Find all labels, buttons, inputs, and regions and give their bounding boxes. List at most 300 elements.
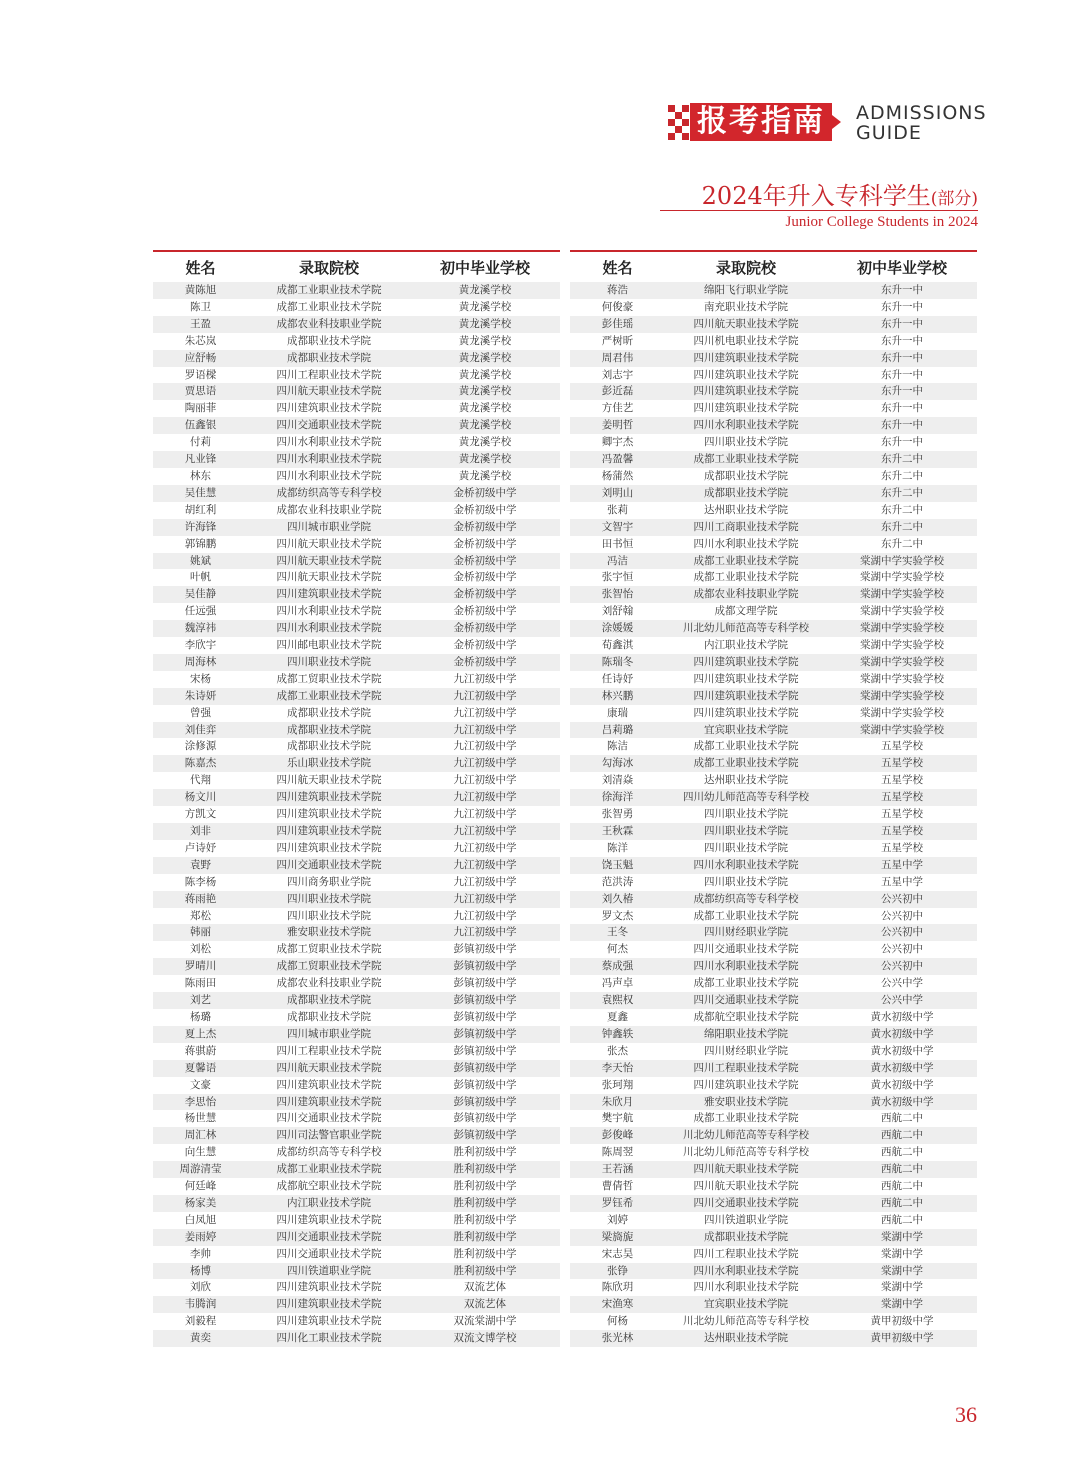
table-row bbox=[153, 722, 560, 739]
table-row bbox=[570, 1178, 977, 1195]
student-name-cell: 胡红利 bbox=[184, 503, 217, 516]
table-row bbox=[570, 1077, 977, 1094]
middle-school-cell: 东升一中 bbox=[881, 368, 923, 381]
header-name: 姓名 bbox=[602, 258, 633, 277]
table-row bbox=[570, 1060, 977, 1077]
table-row bbox=[153, 772, 560, 789]
student-name-cell: 代翔 bbox=[190, 774, 211, 787]
student-name-cell: 吴佳慧 bbox=[153, 485, 248, 502]
table-row bbox=[570, 857, 977, 874]
middle-school-cell: 东升一中 bbox=[827, 282, 977, 299]
table-row bbox=[570, 688, 977, 705]
middle-school-cell: 棠湖中学 bbox=[881, 1247, 923, 1260]
student-name-cell: 刘志宇 bbox=[601, 368, 634, 381]
logo-text-en bbox=[856, 103, 986, 143]
table-row bbox=[570, 891, 977, 908]
table-row bbox=[153, 941, 560, 958]
middle-school-cell: 彭镇初级中学 bbox=[410, 1026, 560, 1043]
student-name-cell: 勾海冰 bbox=[570, 755, 665, 772]
student-name-cell: 姜雨婷 bbox=[153, 1229, 248, 1246]
table-row bbox=[153, 806, 560, 823]
student-name-cell: 陶丽菲 bbox=[184, 402, 217, 415]
college-cell: 内江职业技术学院 bbox=[248, 1195, 410, 1212]
table-row bbox=[153, 1161, 560, 1178]
middle-school-cell: 棠湖中学实验学校 bbox=[827, 654, 977, 671]
table-row bbox=[570, 603, 977, 620]
college-cell: 成都农业科技职业学院 bbox=[276, 503, 382, 516]
middle-school-cell: 九江初级中学 bbox=[410, 823, 560, 840]
college-cell: 四川建筑职业技术学院 bbox=[665, 688, 827, 705]
table-row bbox=[570, 992, 977, 1009]
student-name-cell: 何俊豪 bbox=[601, 300, 634, 313]
table-row bbox=[570, 468, 977, 485]
middle-school-cell: 双流艺体 bbox=[464, 1281, 506, 1294]
middle-school-cell: 黄水初级中学 bbox=[827, 1026, 977, 1043]
college-cell: 四川职业技术学院 bbox=[704, 875, 788, 888]
student-name-cell: 张珂翔 bbox=[601, 1078, 634, 1091]
middle-school-cell: 金桥初级中学 bbox=[410, 519, 560, 536]
middle-school-cell: 西航二中 bbox=[827, 1161, 977, 1178]
middle-school-cell: 黄龙溪学校 bbox=[458, 334, 512, 347]
college-cell: 四川水利职业技术学院 bbox=[665, 1263, 827, 1280]
student-name-cell: 方凯文 bbox=[184, 808, 217, 821]
student-name-cell: 王冬 bbox=[570, 924, 665, 941]
student-name-cell: 刘久椿 bbox=[570, 891, 665, 908]
student-name-cell: 付莉 bbox=[190, 436, 211, 449]
college-cell: 成都职业技术学院 bbox=[665, 1229, 827, 1246]
student-name-cell: 刘欣 bbox=[190, 1281, 211, 1294]
student-name-cell: 陈欣玥 bbox=[601, 1281, 634, 1294]
middle-school-cell: 棠湖中学实验学校 bbox=[860, 605, 944, 618]
middle-school-cell: 棠湖中学实验学校 bbox=[827, 620, 977, 637]
table-row bbox=[153, 1026, 560, 1043]
middle-school-cell: 九江初级中学 bbox=[410, 924, 560, 941]
middle-school-cell: 五星学校 bbox=[881, 774, 923, 787]
student-name-cell: 夏上杰 bbox=[153, 1026, 248, 1043]
college-cell: 绵阳职业技术学院 bbox=[665, 1026, 827, 1043]
college-cell: 四川司法警官职业学院 bbox=[248, 1127, 410, 1144]
student-name-cell: 文豪 bbox=[190, 1078, 211, 1091]
middle-school-cell: 黄龙溪学校 bbox=[458, 402, 512, 415]
table-row bbox=[570, 282, 977, 299]
student-name-cell: 钟鑫轶 bbox=[570, 1026, 665, 1043]
college-cell: 四川水利职业技术学院 bbox=[665, 417, 827, 434]
middle-school-cell: 胜利初级中学 bbox=[453, 1247, 517, 1260]
table-row bbox=[153, 620, 560, 637]
college-cell: 四川财经职业学院 bbox=[704, 1044, 788, 1057]
college-cell: 四川建筑职业技术学院 bbox=[693, 402, 799, 415]
table-row bbox=[153, 789, 560, 806]
college-cell: 四川职业技术学院 bbox=[704, 436, 788, 449]
student-name-cell: 文智宇 bbox=[570, 519, 665, 536]
middle-school-cell: 九江初级中学 bbox=[410, 688, 560, 705]
header-middle-school: 初中毕业学校 bbox=[439, 258, 530, 277]
table-row bbox=[570, 789, 977, 806]
college-cell: 四川职业技术学院 bbox=[248, 654, 410, 671]
student-name-cell: 刘艺 bbox=[153, 992, 248, 1009]
middle-school-cell: 彭镇初级中学 bbox=[410, 1127, 560, 1144]
college-cell: 四川财经职业学院 bbox=[665, 924, 827, 941]
middle-school-cell: 棠湖中学 bbox=[881, 1281, 923, 1294]
college-cell: 成都工业职业技术学院 bbox=[276, 300, 382, 313]
middle-school-cell: 公兴初中 bbox=[881, 943, 923, 956]
table-row bbox=[153, 688, 560, 705]
college-cell: 宜宾职业技术学院 bbox=[665, 722, 827, 739]
middle-school-cell: 金桥初级中学 bbox=[453, 503, 517, 516]
student-name-cell: 王若涵 bbox=[570, 1161, 665, 1178]
table-row bbox=[153, 1195, 560, 1212]
college-cell: 雅安职业技术学院 bbox=[248, 924, 410, 941]
logo-text-cn: 报考指南 bbox=[690, 103, 832, 141]
table-row bbox=[153, 1246, 560, 1263]
student-name-cell: 李欣宇 bbox=[184, 639, 217, 652]
right-student-table bbox=[570, 250, 977, 1347]
header-college: 录取院校 bbox=[715, 258, 776, 277]
student-name-cell: 朱欣月 bbox=[570, 1094, 665, 1111]
table-row bbox=[153, 553, 560, 570]
student-name-cell: 夏馨语 bbox=[153, 1060, 248, 1077]
table-row bbox=[153, 1229, 560, 1246]
middle-school-cell: 九江初级中学 bbox=[453, 909, 517, 922]
college-cell: 成都职业技术学院 bbox=[248, 992, 410, 1009]
table-row bbox=[570, 1212, 977, 1229]
table-row bbox=[153, 1094, 560, 1111]
college-cell: 四川职业技术学院 bbox=[665, 823, 827, 840]
college-cell: 四川水利职业技术学院 bbox=[665, 958, 827, 975]
table-row bbox=[153, 1263, 560, 1280]
table-row bbox=[570, 400, 977, 417]
table-row bbox=[570, 840, 977, 857]
student-name-cell: 杨世慧 bbox=[184, 1112, 217, 1125]
middle-school-cell: 彭镇初级中学 bbox=[453, 977, 517, 990]
middle-school-cell: 黄龙溪学校 bbox=[410, 350, 560, 367]
college-cell: 四川建筑职业技术学院 bbox=[276, 808, 382, 821]
college-cell: 四川建筑职业技术学院 bbox=[248, 1094, 410, 1111]
middle-school-cell: 黄甲初级中学 bbox=[827, 1330, 977, 1347]
middle-school-cell: 金桥初级中学 bbox=[453, 605, 517, 618]
middle-school-cell: 黄龙溪学校 bbox=[410, 451, 560, 468]
college-cell: 成都职业技术学院 bbox=[248, 350, 410, 367]
middle-school-cell: 棠湖中学实验学校 bbox=[860, 672, 944, 685]
student-name-cell: 陈洋 bbox=[607, 841, 628, 854]
student-name-cell: 刘清焱 bbox=[601, 774, 634, 787]
college-cell: 四川工商职业技术学院 bbox=[665, 519, 827, 536]
college-cell: 四川航天职业技术学院 bbox=[665, 1161, 827, 1178]
student-name-cell: 梁旖旎 bbox=[570, 1229, 665, 1246]
middle-school-cell: 黄水初级中学 bbox=[827, 1094, 977, 1111]
middle-school-cell: 棠湖中学实验学校 bbox=[860, 706, 944, 719]
table-row bbox=[570, 350, 977, 367]
middle-school-cell: 东升一中 bbox=[881, 300, 923, 313]
middle-school-cell: 彭镇初级中学 bbox=[410, 992, 560, 1009]
college-cell: 四川铁道职业学院 bbox=[704, 1213, 788, 1226]
student-name-cell: 卢诗妤 bbox=[184, 841, 217, 854]
table-row bbox=[153, 1127, 560, 1144]
table-row bbox=[570, 586, 977, 603]
student-name-cell: 袁野 bbox=[153, 857, 248, 874]
middle-school-cell: 公兴初中 bbox=[827, 958, 977, 975]
table-row bbox=[570, 1144, 977, 1161]
college-cell: 成都工贸职业技术学院 bbox=[276, 672, 382, 685]
table-row bbox=[153, 536, 560, 553]
table-row bbox=[570, 671, 977, 688]
college-cell: 四川建筑职业技术学院 bbox=[665, 383, 827, 400]
middle-school-cell: 棠湖中学 bbox=[827, 1263, 977, 1280]
middle-school-cell: 九江初级中学 bbox=[453, 841, 517, 854]
student-name-cell: 宋渔寒 bbox=[570, 1296, 665, 1313]
middle-school-cell: 黄甲初级中学 bbox=[870, 1315, 934, 1328]
table-row bbox=[153, 705, 560, 722]
college-cell: 四川城市职业学院 bbox=[248, 1026, 410, 1043]
table-row bbox=[153, 654, 560, 671]
student-name-cell: 涂修源 bbox=[184, 740, 217, 753]
middle-school-cell: 胜利初级中学 bbox=[410, 1195, 560, 1212]
college-cell: 四川交通职业技术学院 bbox=[248, 417, 410, 434]
student-name-cell: 陈瑞冬 bbox=[570, 654, 665, 671]
student-name-cell: 涂媛媛 bbox=[570, 620, 665, 637]
student-name-cell: 张智怡 bbox=[570, 586, 665, 603]
page-title-main: 2024年升入专科学生 bbox=[701, 182, 931, 210]
middle-school-cell: 金桥初级中学 bbox=[410, 586, 560, 603]
table-row bbox=[570, 1043, 977, 1060]
middle-school-cell: 东升二中 bbox=[881, 503, 923, 516]
middle-school-cell: 西航二中 bbox=[881, 1146, 923, 1159]
table-row bbox=[153, 367, 560, 384]
middle-school-cell: 公兴初中 bbox=[827, 891, 977, 908]
middle-school-cell: 九江初级中学 bbox=[410, 755, 560, 772]
middle-school-cell: 金桥初级中学 bbox=[410, 620, 560, 637]
student-name-cell: 刘舒翰 bbox=[601, 605, 634, 618]
college-cell: 四川建筑职业技术学院 bbox=[276, 1213, 382, 1226]
table-row bbox=[570, 1263, 977, 1280]
college-cell: 成都工业职业技术学院 bbox=[665, 451, 827, 468]
student-name-cell: 何杨 bbox=[607, 1315, 628, 1328]
middle-school-cell: 西航二中 bbox=[881, 1180, 923, 1193]
student-name-cell: 卿宇杰 bbox=[601, 436, 634, 449]
table-row bbox=[570, 975, 977, 992]
table-row bbox=[153, 519, 560, 536]
middle-school-cell: 五星中学 bbox=[827, 857, 977, 874]
college-cell: 四川水利职业技术学院 bbox=[693, 537, 799, 550]
table-row bbox=[153, 468, 560, 485]
student-name-cell: 郭锦鹏 bbox=[184, 537, 217, 550]
college-cell: 川北幼儿师范高等专科学校 bbox=[665, 620, 827, 637]
college-cell: 成都工业职业技术学院 bbox=[248, 1161, 410, 1178]
middle-school-cell: 棠湖中学实验学校 bbox=[860, 571, 944, 584]
student-name-cell: 樊宇航 bbox=[601, 1112, 634, 1125]
student-name-cell: 彭近磊 bbox=[570, 383, 665, 400]
middle-school-cell: 东升一中 bbox=[881, 436, 923, 449]
table-row bbox=[153, 1279, 560, 1296]
table-row bbox=[570, 738, 977, 755]
middle-school-cell: 棠湖中学实验学校 bbox=[860, 639, 944, 652]
middle-school-cell: 黄龙溪学校 bbox=[410, 316, 560, 333]
table-row bbox=[570, 620, 977, 637]
college-cell: 四川水利职业技术学院 bbox=[276, 469, 382, 482]
table-row bbox=[153, 1009, 560, 1026]
college-cell: 成都职业技术学院 bbox=[248, 722, 410, 739]
student-name-cell: 韩丽 bbox=[153, 924, 248, 941]
middle-school-cell: 东升二中 bbox=[827, 519, 977, 536]
student-name-cell: 张智勇 bbox=[601, 808, 634, 821]
student-name-cell: 方佳艺 bbox=[601, 402, 634, 415]
table-row bbox=[570, 705, 977, 722]
college-cell: 四川航天职业技术学院 bbox=[665, 316, 827, 333]
table-row bbox=[153, 637, 560, 654]
middle-school-cell: 东升一中 bbox=[881, 402, 923, 415]
student-name-cell: 彭佳瑶 bbox=[570, 316, 665, 333]
page-subtitle: Junior College Students in 2024 bbox=[785, 214, 978, 230]
college-cell: 达州职业技术学院 bbox=[704, 774, 788, 787]
college-cell: 成都航空职业技术学院 bbox=[693, 1010, 799, 1023]
table-row bbox=[153, 1110, 560, 1127]
table-row bbox=[570, 299, 977, 316]
middle-school-cell: 棠湖中学实验学校 bbox=[827, 688, 977, 705]
student-name-cell: 严树昕 bbox=[601, 334, 634, 347]
middle-school-cell: 棠湖中学实验学校 bbox=[827, 722, 977, 739]
table-row bbox=[570, 958, 977, 975]
college-cell: 成都职业技术学院 bbox=[665, 485, 827, 502]
student-name-cell: 徐海洋 bbox=[570, 789, 665, 806]
middle-school-cell: 东升一中 bbox=[827, 350, 977, 367]
student-name-cell: 罗文杰 bbox=[601, 909, 634, 922]
student-name-cell: 康瑞 bbox=[607, 706, 628, 719]
student-name-cell: 曹倩哲 bbox=[601, 1180, 634, 1193]
middle-school-cell: 黄水初级中学 bbox=[827, 1060, 977, 1077]
student-name-cell: 向生慧 bbox=[184, 1146, 217, 1159]
table-row bbox=[153, 1144, 560, 1161]
table-row bbox=[570, 874, 977, 891]
table-row bbox=[153, 282, 560, 299]
page-title bbox=[702, 176, 978, 211]
college-cell: 四川建筑职业技术学院 bbox=[276, 1078, 382, 1091]
table-row bbox=[570, 519, 977, 536]
middle-school-cell: 东升一中 bbox=[827, 417, 977, 434]
table-row bbox=[570, 434, 977, 451]
table-row bbox=[570, 722, 977, 739]
student-name-cell: 姜明哲 bbox=[570, 417, 665, 434]
college-cell: 南充职业技术学院 bbox=[704, 300, 788, 313]
table-row bbox=[153, 992, 560, 1009]
college-cell: 四川机电职业技术学院 bbox=[693, 334, 799, 347]
student-name-cell: 朱诗妍 bbox=[153, 688, 248, 705]
middle-school-cell: 西航二中 bbox=[827, 1127, 977, 1144]
college-cell: 达州职业技术学院 bbox=[704, 503, 788, 516]
middle-school-cell: 彭镇初级中学 bbox=[453, 1078, 517, 1091]
college-cell: 川北幼儿师范高等专科学校 bbox=[683, 1315, 809, 1328]
middle-school-cell: 彭镇初级中学 bbox=[410, 958, 560, 975]
middle-school-cell: 公兴中学 bbox=[881, 977, 923, 990]
table-row bbox=[570, 1313, 977, 1330]
college-cell: 成都文理学院 bbox=[714, 605, 778, 618]
student-name-cell: 李天怡 bbox=[570, 1060, 665, 1077]
table-row bbox=[153, 823, 560, 840]
middle-school-cell: 黄水初级中学 bbox=[870, 1010, 934, 1023]
college-cell: 成都工业职业技术学院 bbox=[693, 740, 799, 753]
college-cell: 四川城市职业学院 bbox=[248, 519, 410, 536]
table-row bbox=[153, 350, 560, 367]
college-cell: 四川建筑职业技术学院 bbox=[665, 654, 827, 671]
college-cell: 四川建筑职业技术学院 bbox=[248, 789, 410, 806]
college-cell: 四川交通职业技术学院 bbox=[248, 857, 410, 874]
middle-school-cell: 棠湖中学实验学校 bbox=[827, 553, 977, 570]
student-name-cell: 伍鑫银 bbox=[153, 417, 248, 434]
middle-school-cell: 九江初级中学 bbox=[453, 875, 517, 888]
student-name-cell: 冯盈馨 bbox=[570, 451, 665, 468]
table-row bbox=[570, 485, 977, 502]
middle-school-cell: 黄龙溪学校 bbox=[410, 417, 560, 434]
college-cell: 成都工贸职业技术学院 bbox=[276, 943, 382, 956]
student-name-cell: 罗语樑 bbox=[184, 368, 217, 381]
logo-arrow-icon bbox=[832, 115, 841, 129]
student-name-cell: 刘明山 bbox=[570, 485, 665, 502]
college-cell: 四川航天职业技术学院 bbox=[276, 774, 382, 787]
college-cell: 达州职业技术学院 bbox=[665, 1330, 827, 1347]
college-cell: 四川交通职业技术学院 bbox=[276, 1247, 382, 1260]
college-cell: 成都职业技术学院 bbox=[287, 334, 371, 347]
table-row bbox=[570, 1161, 977, 1178]
college-cell: 四川交通职业技术学院 bbox=[693, 943, 799, 956]
table-row bbox=[153, 924, 560, 941]
middle-school-cell: 九江初级中学 bbox=[410, 857, 560, 874]
student-name-cell: 蒋雨艳 bbox=[153, 891, 248, 908]
college-cell: 成都工业职业技术学院 bbox=[693, 571, 799, 584]
college-cell: 四川职业技术学院 bbox=[248, 891, 410, 908]
table-row bbox=[153, 1178, 560, 1195]
middle-school-cell: 九江初级中学 bbox=[410, 789, 560, 806]
table-row bbox=[153, 908, 560, 925]
middle-school-cell: 五星学校 bbox=[881, 808, 923, 821]
college-cell: 成都工业职业技术学院 bbox=[248, 688, 410, 705]
middle-school-cell: 五星中学 bbox=[881, 875, 923, 888]
page-number: 36 bbox=[955, 1402, 977, 1427]
college-cell: 四川建筑职业技术学院 bbox=[276, 1281, 382, 1294]
middle-school-cell: 棠湖中学实验学校 bbox=[827, 586, 977, 603]
student-name-cell: 陈雨田 bbox=[184, 977, 217, 990]
student-name-cell: 袁熙权 bbox=[570, 992, 665, 1009]
admissions-guide-logo bbox=[668, 102, 988, 144]
middle-school-cell: 黄龙溪学校 bbox=[458, 469, 512, 482]
student-name-cell: 周海林 bbox=[153, 654, 248, 671]
table-row bbox=[153, 569, 560, 586]
student-name-cell: 郑松 bbox=[190, 909, 211, 922]
table-row bbox=[570, 1127, 977, 1144]
table-row bbox=[570, 1195, 977, 1212]
middle-school-cell: 双流棠湖中学 bbox=[453, 1315, 517, 1328]
college-cell: 四川建筑职业技术学院 bbox=[248, 823, 410, 840]
table-row bbox=[570, 755, 977, 772]
table-row bbox=[153, 874, 560, 891]
left-student-table bbox=[153, 250, 560, 1347]
college-cell: 四川工程职业技术学院 bbox=[276, 1044, 382, 1057]
college-cell: 四川水利职业技术学院 bbox=[248, 620, 410, 637]
middle-school-cell: 九江初级中学 bbox=[410, 722, 560, 739]
middle-school-cell: 彭镇初级中学 bbox=[453, 1112, 517, 1125]
middle-school-cell: 黄水初级中学 bbox=[870, 1044, 934, 1057]
middle-school-cell: 金桥初级中学 bbox=[410, 654, 560, 671]
middle-school-cell: 东升一中 bbox=[827, 383, 977, 400]
college-cell: 四川建筑职业技术学院 bbox=[276, 1315, 382, 1328]
student-name-cell: 饶玉魁 bbox=[570, 857, 665, 874]
table-row bbox=[153, 299, 560, 316]
student-name-cell: 杨家美 bbox=[153, 1195, 248, 1212]
student-name-cell: 陈周翌 bbox=[601, 1146, 634, 1159]
college-cell: 成都农业科技职业学院 bbox=[276, 977, 382, 990]
table-row bbox=[570, 367, 977, 384]
table-row bbox=[153, 417, 560, 434]
table-row bbox=[153, 383, 560, 400]
college-cell: 成都工业职业技术学院 bbox=[693, 1112, 799, 1125]
